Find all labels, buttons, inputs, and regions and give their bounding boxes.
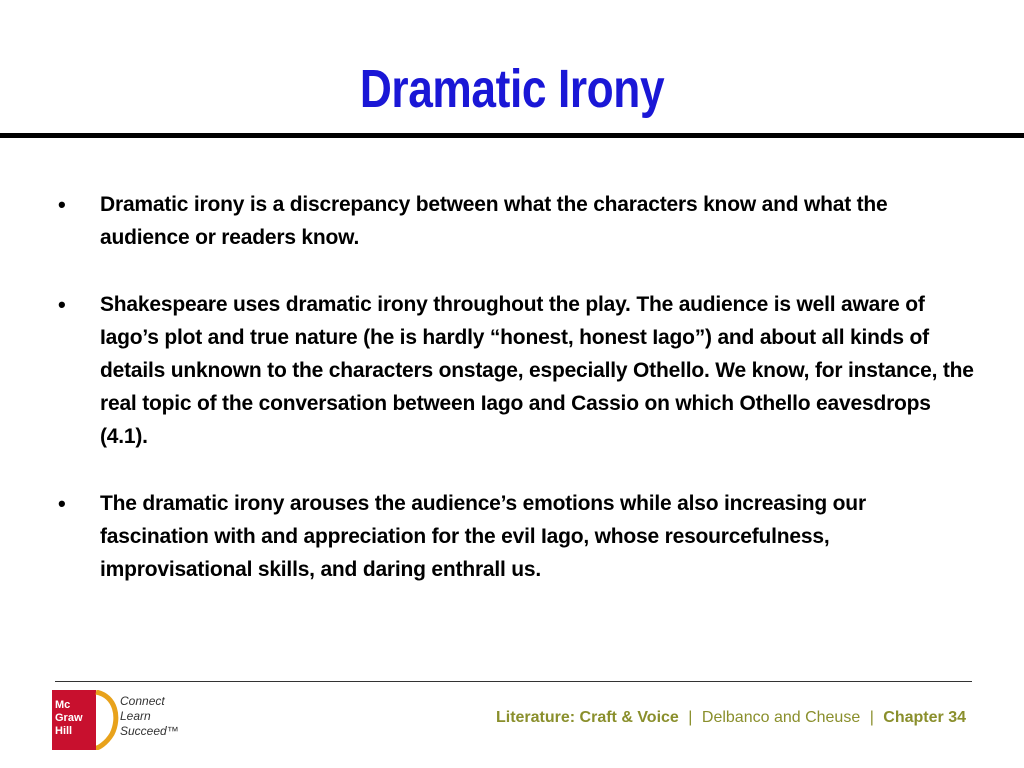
- bullet-item: [50, 288, 980, 453]
- bullet-text: The dramatic irony arouses the audience’s emotions while also increasing our fascination with and appreciation for the evil Iago, whose resourcefulness, improvisational skills, and daring enthrall us.: [100, 492, 866, 581]
- title-divider: [0, 133, 1024, 138]
- footer-chapter: Chapter 34: [883, 709, 966, 726]
- bullet-marker: •: [58, 192, 66, 217]
- logo-tagline: [120, 694, 179, 739]
- footer-citation: [496, 709, 966, 727]
- bullet-marker: •: [58, 491, 66, 516]
- slide-title: Dramatic Irony: [359, 59, 665, 119]
- bullet-text: Dramatic irony is a discrepancy between what the characters know and what the audience or readers know.: [100, 193, 888, 249]
- mcgraw-hill-logo: [52, 690, 192, 752]
- footer-book: Literature: Craft & Voice: [495, 709, 679, 726]
- logo-tag: Learn: [120, 709, 151, 723]
- footer-separator: |: [869, 709, 874, 726]
- footer-authors: Delbanco and Cheuse: [701, 709, 861, 726]
- footer-separator: |: [688, 709, 693, 726]
- logo-arc-icon: [76, 690, 120, 750]
- bullet-item: [50, 188, 980, 254]
- logo-tag: Succeed™: [120, 724, 179, 738]
- bullet-marker: •: [58, 292, 66, 317]
- logo-tag: Connect: [120, 694, 165, 708]
- bullet-text: Shakespeare uses dramatic irony throughout the play. The audience is well aware of Iago’s plot and true nature (he is hardly “honest, honest Iago”) and about all kinds of details unknown to the characters onstage, especially Othello. We know, for instance, the real topic of the conversation between Iago and Cassio on which Othello eavesdrops (4.1).: [100, 293, 974, 448]
- logo-line: Graw: [55, 712, 83, 724]
- footer-divider: [55, 681, 972, 682]
- logo-line: Hill: [55, 725, 73, 737]
- bullet-list: [50, 188, 980, 620]
- bullet-item: [50, 487, 980, 586]
- logo-line: Mc: [55, 699, 71, 711]
